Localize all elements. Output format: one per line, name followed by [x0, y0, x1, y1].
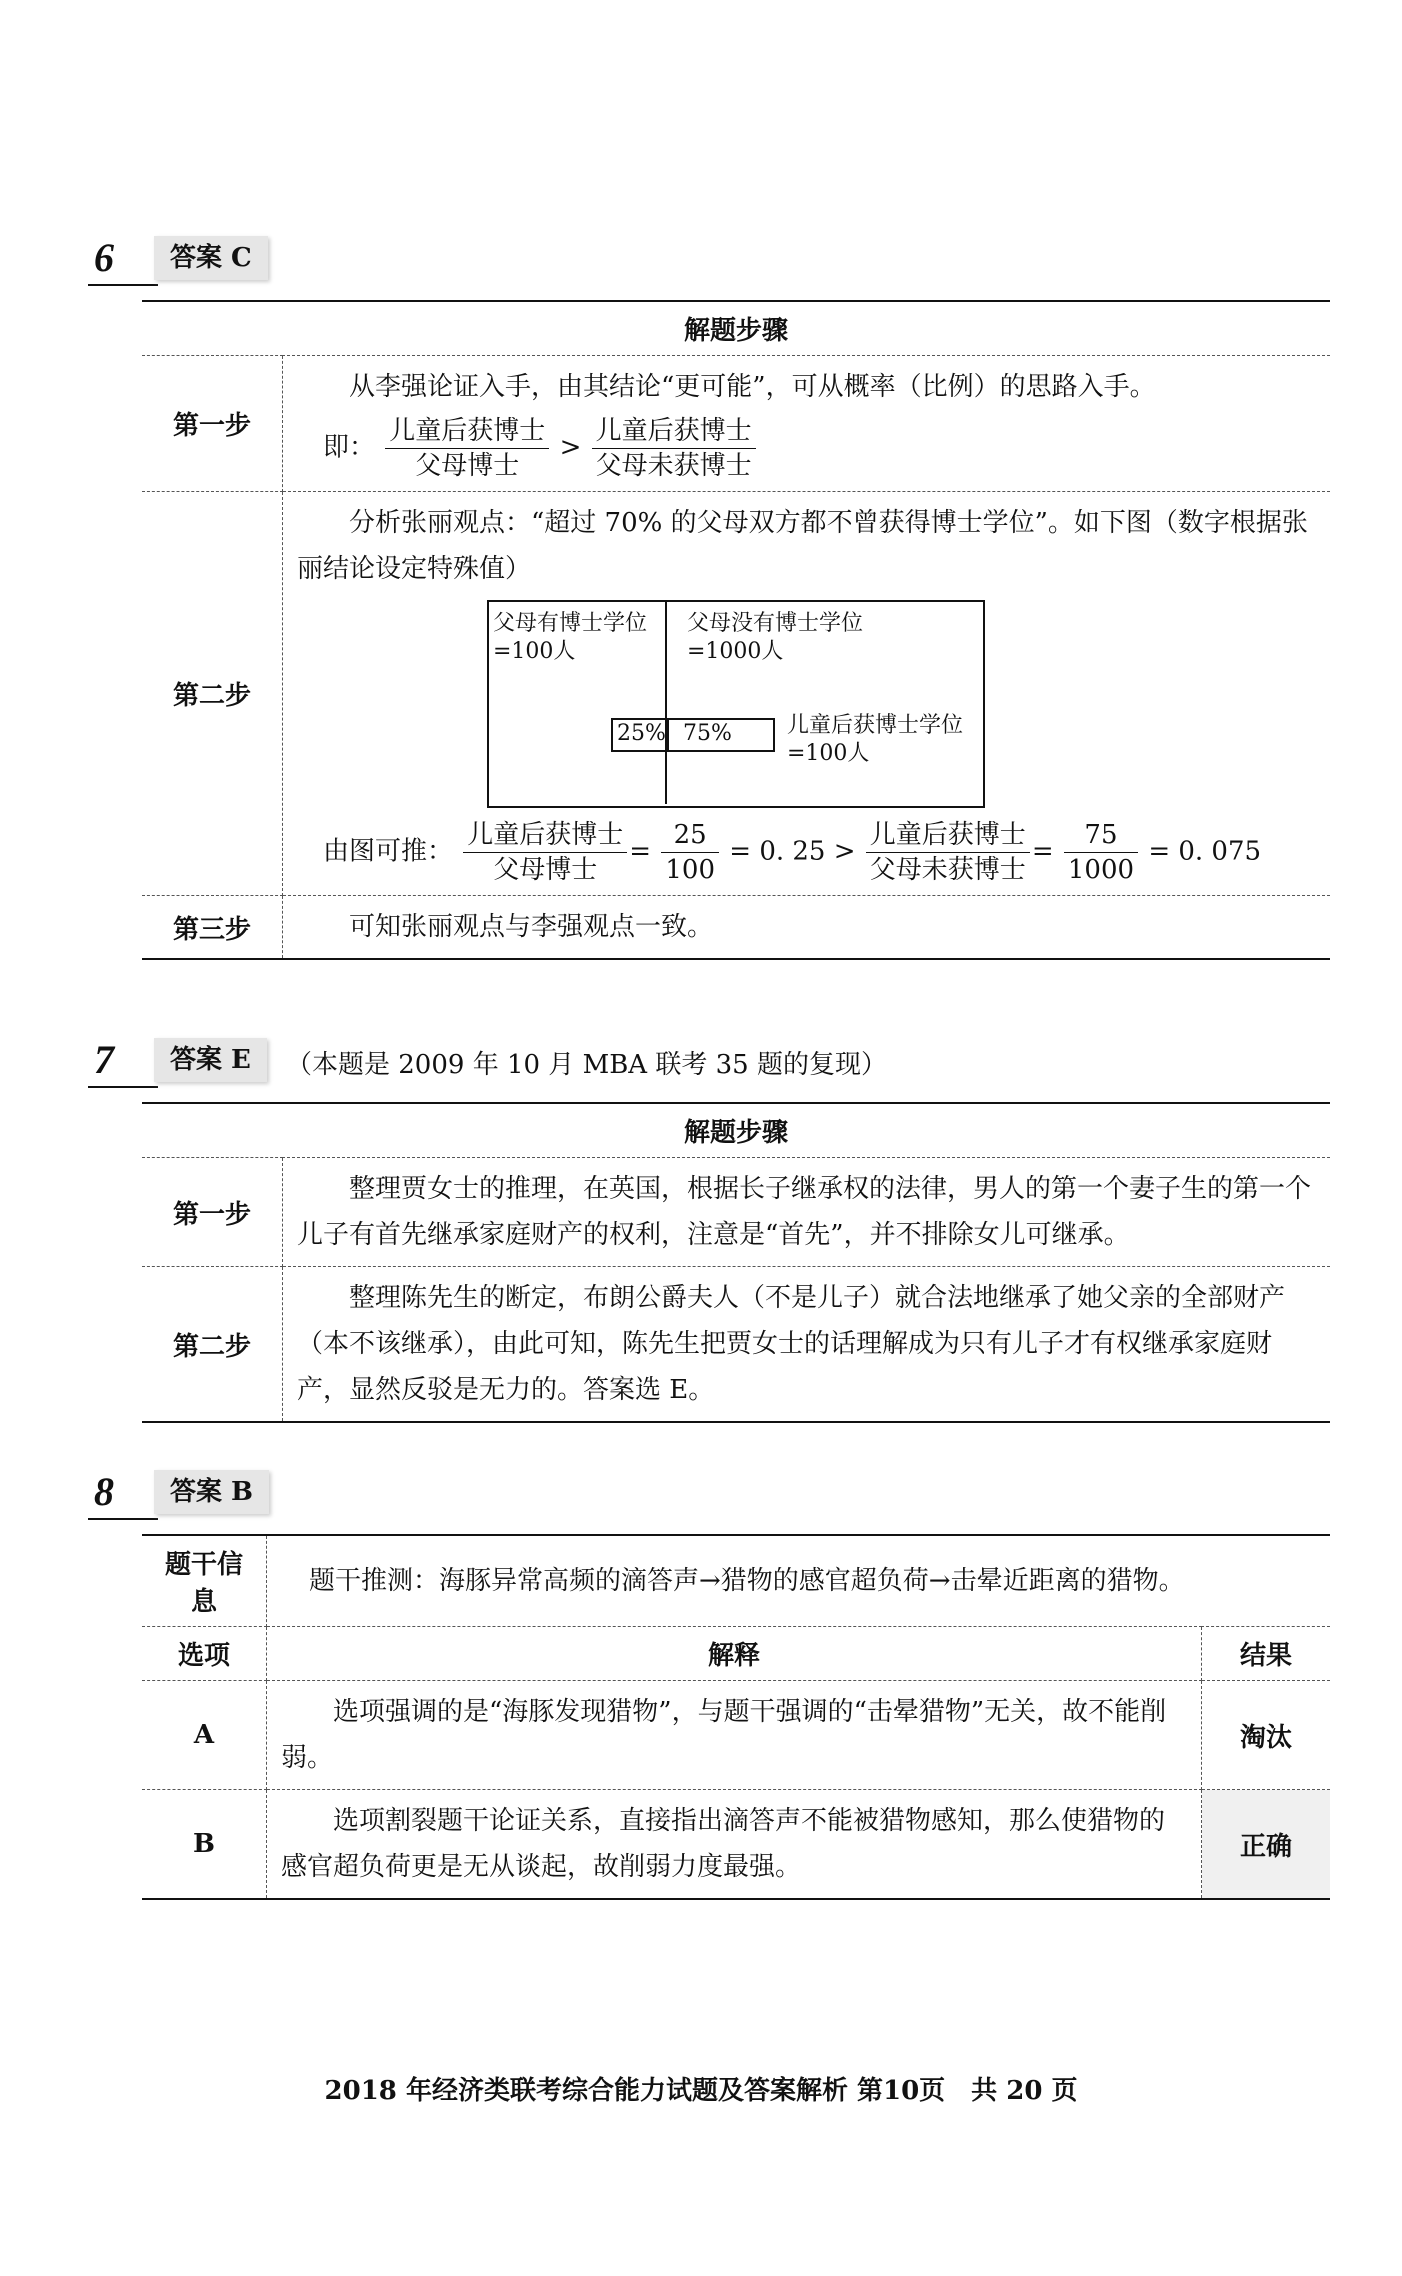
fraction: $\frac{\text{儿童后获博士}}{\text{父母博士}}$ [385, 414, 549, 483]
option-explanation: 选项强调的是“海豚发现猎物”，与题干强调的“击晕猎物”无关，故不能削弱。 [281, 1697, 1167, 1773]
inference-formula: 由图可推： $\frac{\text{儿童后获博士}}{\text{父母博士}}$ = $\frac{25}{100}$ = 0. 25 > $\frac{\text{儿童后获博士}}{\text{父母未获博士}}$ = $\frac{75}{1000}$ = 0. 075 [323, 820, 1262, 885]
table-header: 解题步骤 [142, 301, 1330, 356]
diagram-child-label: 儿童后获博士学位 =100人 [787, 713, 964, 766]
fraction: $\frac{\text{儿童后获博士}}{\text{父母未获博士}}$ [592, 414, 756, 483]
step-label: 第一步 [142, 1158, 283, 1267]
question-7-header [88, 1034, 888, 1092]
step-label: 第二步 [142, 492, 283, 896]
option-result: 正确 [1202, 1790, 1331, 1900]
number-underline [88, 1518, 158, 1520]
option-result: 淘汰 [1202, 1681, 1331, 1790]
col-result-header: 结果 [1202, 1627, 1331, 1681]
formula [297, 414, 1316, 483]
step-text: 分析张丽观点：“超过 70% 的父母双方都不曾获得博士学位”。如下图（数字根据张丽结论设定特殊值） [297, 508, 1308, 584]
diagram-percent-box [611, 718, 775, 752]
col-option-header: 选项 [142, 1627, 267, 1681]
question-number: 6 [94, 235, 114, 280]
step-label: 第一步 [142, 356, 283, 492]
question-8-header [88, 1466, 348, 1524]
question-7-solution-table [142, 1102, 1330, 1423]
set-diagram [487, 600, 987, 810]
percent-left: 25% [617, 721, 666, 746]
step-label: 第三步 [142, 896, 283, 960]
step-content [283, 492, 1331, 896]
question-number: 8 [94, 1469, 114, 1514]
answer-note: （本题是 2009 年 10 月 MBA 联考 35 题的复现） [286, 1050, 887, 1080]
question-6-solution-table [142, 300, 1330, 960]
answer-badge: 答案 E [154, 1038, 267, 1082]
option-explanation: 选项割裂题干论证关系，直接指出滴答声不能被猎物感知，那么使猎物的感官超负荷更是无从谈起，故削弱力度最强。 [281, 1806, 1166, 1882]
stem-label: 题干信息 [142, 1535, 267, 1627]
diagram-divider [665, 600, 667, 804]
question-6-header [88, 232, 348, 290]
percent-right: 75% [683, 721, 732, 746]
step-text: 可知张丽观点与李强观点一致。 [349, 912, 714, 942]
question-8-analysis-table [142, 1534, 1330, 1900]
step-text: 整理陈先生的断定，布朗公爵夫人（不是儿子）就合法地继承了她父亲的全部财产（本不该继承），由此可知，陈先生把贾女士的话理解成为只有儿子才有权继承家庭财产，显然反驳是无力的。答案选 E。 [297, 1283, 1286, 1405]
option-label: B [142, 1790, 267, 1900]
col-explain-header: 解释 [267, 1627, 1202, 1681]
diagram-right-label: 父母没有博士学位 =1000人 [687, 611, 864, 664]
stem-text: 题干推测：海豚异常高频的滴答声→猎物的感官超负荷→击晕近距离的猎物。 [309, 1566, 1185, 1596]
diagram-left-label: 父母有博士学位 =100人 [493, 611, 648, 664]
step-text: 从李强论证入手，由其结论“更可能”，可从概率（比例）的思路入手。 [349, 372, 1156, 402]
table-header: 解题步骤 [142, 1103, 1330, 1158]
comparison-sign: > [559, 432, 582, 463]
page-footer: 2018 年经济类联考综合能力试题及答案解析 第10页 共 20 页 [324, 2076, 1078, 2106]
formula-prefix: 即： [323, 432, 376, 463]
answer-badge: 答案 B [154, 1470, 269, 1514]
option-label: A [142, 1681, 267, 1790]
answer-badge: 答案 C [154, 236, 268, 280]
step-content [283, 896, 1331, 960]
number-underline [88, 284, 158, 286]
question-number: 7 [94, 1037, 114, 1082]
step-text: 整理贾女士的推理，在英国，根据长子继承权的法律，男人的第一个妻子生的第一个儿子有首先继承家庭财产的权利，注意是“首先”，并不排除女儿可继承。 [297, 1174, 1312, 1250]
step-label: 第二步 [142, 1267, 283, 1423]
step-content [283, 356, 1331, 492]
number-underline [88, 1086, 158, 1088]
